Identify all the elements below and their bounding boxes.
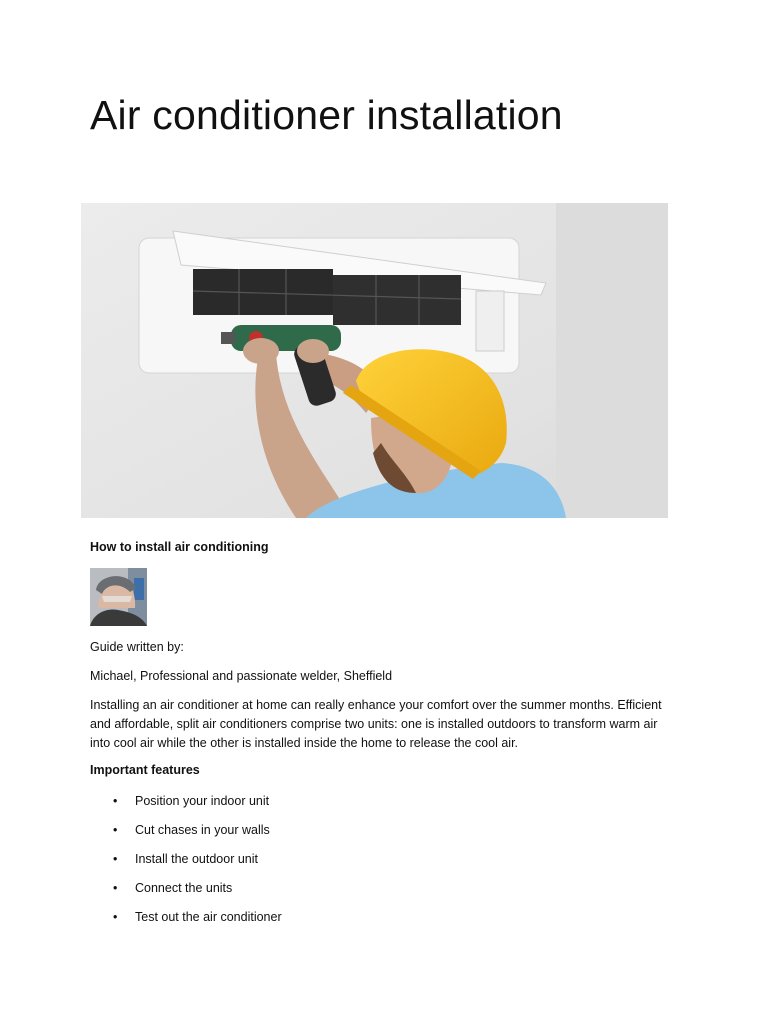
feature-label: Position your indoor unit: [135, 794, 270, 808]
author-label: Guide written by:: [90, 640, 184, 654]
feature-label: Test out the air conditioner: [135, 910, 282, 924]
author-line: Michael, Professional and passionate welder, Sheffield: [90, 669, 393, 683]
bullet-icon: •: [113, 852, 118, 866]
bullet-icon: •: [113, 794, 118, 808]
intro-paragraph: Installing an air conditioner at home can really enhance your comfort over the summer months. Efficient and affordable, split air conditioners comprise two units: one is installed outdoors to transform warm air into cool air while the other is installed inside the home to release the cool air.: [90, 698, 662, 750]
article-subheading: How to install air conditioning: [90, 540, 269, 554]
bullet-icon: •: [113, 881, 118, 895]
bullet-icon: •: [113, 910, 118, 924]
feature-label: Connect the units: [135, 881, 233, 895]
bullet-icon: •: [113, 823, 118, 837]
hero-image: [81, 203, 668, 518]
author-avatar: [90, 568, 147, 626]
page-title: Air conditioner installation: [90, 92, 563, 138]
feature-label: Install the outdoor unit: [135, 852, 258, 866]
feature-label: Cut chases in your walls: [135, 823, 270, 837]
features-heading: Important features: [90, 763, 200, 777]
